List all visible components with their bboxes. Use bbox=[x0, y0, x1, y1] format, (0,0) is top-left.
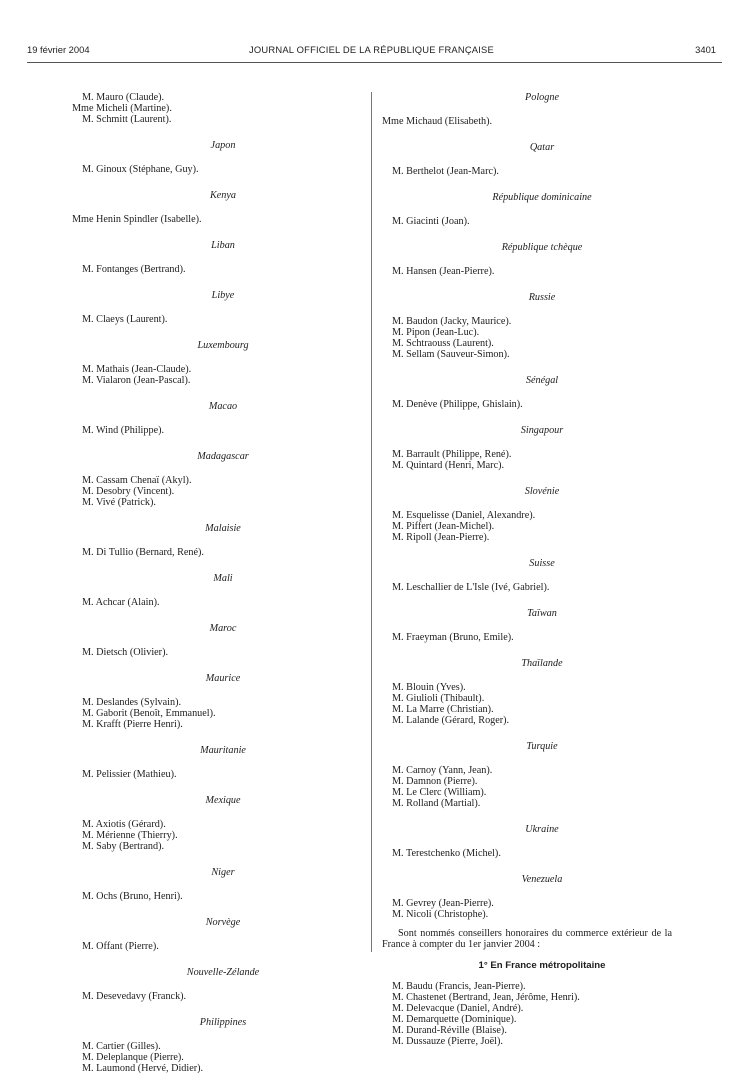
country-section bbox=[72, 952, 334, 1002]
list-item: M. Nicoli (Christophe). bbox=[392, 909, 489, 920]
list-item: M. Demarquette (Dominique). bbox=[392, 1014, 517, 1025]
list-item: M. Giulioli (Thibault). bbox=[392, 693, 485, 704]
country-section bbox=[382, 92, 672, 127]
list-item: M. Rolland (Martial). bbox=[392, 798, 481, 809]
list-item: M. Baudon (Jacky, Maurice). bbox=[392, 316, 512, 327]
section-gap bbox=[72, 125, 334, 140]
header-rule bbox=[27, 62, 722, 63]
country-heading: Singapour bbox=[520, 425, 564, 436]
country-section bbox=[382, 726, 672, 809]
country-section bbox=[382, 360, 672, 410]
list-item: M. Vivé (Patrick). bbox=[82, 497, 156, 508]
list-item: M. Barrault (Philippe, René). bbox=[392, 449, 512, 460]
country-section bbox=[382, 593, 672, 643]
country-section bbox=[382, 227, 672, 277]
section-gap bbox=[72, 780, 334, 795]
country-heading: Slovénie bbox=[524, 486, 560, 497]
list-item: M. Gevrey (Jean-Pierre). bbox=[392, 898, 494, 909]
country-heading: Japon bbox=[210, 140, 236, 151]
country-section bbox=[382, 127, 672, 177]
country-heading: Ukraine bbox=[525, 824, 559, 835]
country-heading: Thaïlande bbox=[521, 658, 563, 669]
country-heading: Venezuela bbox=[521, 874, 563, 885]
country-heading: Mauritanie bbox=[200, 745, 246, 756]
list-item: M. Mathais (Jean-Claude). bbox=[82, 364, 192, 375]
list-item: M. Achcar (Alain). bbox=[82, 597, 160, 608]
section-gap bbox=[72, 608, 334, 623]
list-item: M. Mérienne (Thierry). bbox=[82, 830, 178, 841]
country-section bbox=[382, 277, 672, 360]
list-item: M. Dietsch (Olivier). bbox=[82, 647, 169, 658]
section-gap bbox=[72, 730, 334, 745]
country-section bbox=[382, 471, 672, 543]
list-item: M. Desobry (Vincent). bbox=[82, 486, 175, 497]
country-heading: Taïwan bbox=[527, 608, 557, 619]
country-heading: Suisse bbox=[529, 558, 555, 569]
section-gap bbox=[382, 410, 672, 425]
section-gap bbox=[72, 658, 334, 673]
section-gap bbox=[72, 952, 334, 967]
page-header bbox=[27, 44, 716, 58]
section-gap bbox=[382, 593, 672, 608]
list-item: M. Saby (Bertrand). bbox=[82, 841, 165, 852]
country-section bbox=[72, 275, 334, 325]
list-item: M. Denève (Philippe, Ghislain). bbox=[392, 399, 523, 410]
section-gap bbox=[72, 558, 334, 573]
country-heading: Libye bbox=[211, 290, 235, 301]
country-heading: Russie bbox=[528, 292, 556, 303]
country-section bbox=[72, 558, 334, 608]
country-section bbox=[72, 1002, 334, 1074]
list-item: M. Fraeyman (Bruno, Emile). bbox=[392, 632, 514, 643]
country-section bbox=[382, 643, 672, 726]
country-heading: Pologne bbox=[525, 92, 559, 103]
list-item: M. Laumond (Hervé, Didier). bbox=[82, 1063, 204, 1074]
list-item: M. Krafft (Pierre Henri). bbox=[82, 719, 183, 730]
section-gap bbox=[382, 543, 672, 558]
section-gap bbox=[72, 852, 334, 867]
section-subheading: 1° En France métropolitaine bbox=[478, 960, 606, 971]
list-item: M. Le Clerc (William). bbox=[392, 787, 487, 798]
country-section bbox=[72, 902, 334, 952]
section-gap bbox=[72, 508, 334, 523]
list-item: M. Pelissier (Mathieu). bbox=[82, 769, 177, 780]
country-section bbox=[72, 730, 334, 780]
section-gap bbox=[72, 436, 334, 451]
country-heading: République dominicaine bbox=[492, 192, 592, 203]
country-heading: Norvège bbox=[205, 917, 241, 928]
section-gap bbox=[382, 859, 672, 874]
list-item: M. Cassam Chenaï (Akyl). bbox=[82, 475, 192, 486]
list-item: M. Deslandes (Sylvain). bbox=[82, 697, 182, 708]
section-gap bbox=[382, 177, 672, 192]
list-item: M. Ripoll (Jean-Pierre). bbox=[392, 532, 490, 543]
list-item: M. Dussauze (Pierre, Joël). bbox=[392, 1036, 503, 1047]
country-section bbox=[72, 125, 334, 175]
section-gap bbox=[382, 809, 672, 824]
column-divider bbox=[371, 92, 372, 952]
nomination-paragraph: Sont nommés conseillers honoraires du commerce extérieur de la France à compter du 1er janvier 2004 : bbox=[382, 928, 672, 950]
list-item: M. Esquelisse (Daniel, Alexandre). bbox=[392, 510, 536, 521]
list-item: M. Blouin (Yves). bbox=[392, 682, 466, 693]
list-item: M. Durand-Réville (Blaise). bbox=[392, 1025, 507, 1036]
country-heading: Nouvelle-Zélande bbox=[186, 967, 260, 978]
list-item: M. Carnoy (Yann, Jean). bbox=[392, 765, 493, 776]
country-heading: Macao bbox=[208, 401, 238, 412]
country-heading: Kenya bbox=[209, 190, 237, 201]
country-heading: Mexique bbox=[205, 795, 241, 806]
list-item: Mme Micheli (Martine). bbox=[72, 103, 172, 114]
country-heading: République tchèque bbox=[501, 242, 583, 253]
header-page-number: 3401 bbox=[695, 44, 716, 55]
left-sections bbox=[72, 125, 334, 1074]
section-gap bbox=[382, 360, 672, 375]
section-gap bbox=[382, 643, 672, 658]
country-section bbox=[72, 852, 334, 902]
country-heading: Sénégal bbox=[525, 375, 559, 386]
list-item: M. Lalande (Gérard, Roger). bbox=[392, 715, 510, 726]
country-heading: Mali bbox=[213, 573, 233, 584]
country-section bbox=[382, 543, 672, 593]
section-gap bbox=[72, 225, 334, 240]
list-item: M. Giacinti (Joan). bbox=[392, 216, 470, 227]
section-gap bbox=[72, 175, 334, 190]
section-gap bbox=[72, 275, 334, 290]
list-item: M. Di Tullio (Bernard, René). bbox=[82, 547, 204, 558]
list-item: M. Cartier (Gilles). bbox=[82, 1041, 161, 1052]
list-item: M. Schmitt (Laurent). bbox=[82, 114, 172, 125]
list-item: M. Ochs (Bruno, Henri). bbox=[82, 891, 183, 902]
list-item: M. Quintard (Henri, Marc). bbox=[392, 460, 505, 471]
list-item: M. Damnon (Pierre). bbox=[392, 776, 478, 787]
list-item: M. Vialaron (Jean-Pascal). bbox=[82, 375, 191, 386]
list-item: Mme Michaud (Elisabeth). bbox=[382, 116, 493, 127]
list-item: M. Wind (Philippe). bbox=[82, 425, 165, 436]
country-section bbox=[72, 436, 334, 508]
country-section bbox=[382, 809, 672, 859]
country-heading: Niger bbox=[211, 867, 235, 878]
country-heading: Maurice bbox=[205, 673, 241, 684]
header-title: JOURNAL OFFICIEL DE LA RÉPUBLIQUE FRANÇAISE bbox=[249, 44, 494, 55]
section-gap bbox=[72, 325, 334, 340]
lead-names bbox=[72, 92, 334, 125]
list-item: M. Piffert (Jean-Michel). bbox=[392, 521, 495, 532]
list-item: M. Axiotis (Gérard). bbox=[82, 819, 166, 830]
section-gap bbox=[382, 227, 672, 242]
list-item: M. Leschallier de L'Isle (Ivé, Gabriel). bbox=[392, 582, 550, 593]
list-item: M. Baudu (Francis, Jean-Pierre). bbox=[392, 981, 526, 992]
list-item: M. Chastenet (Bertrand, Jean, Jérôme, Henri). bbox=[392, 992, 580, 1003]
list-item: M. La Marre (Christian). bbox=[392, 704, 494, 715]
list-item: M. Terestchenko (Michel). bbox=[392, 848, 501, 859]
country-section bbox=[382, 177, 672, 227]
country-heading: Liban bbox=[211, 240, 235, 251]
country-heading: Luxembourg bbox=[197, 340, 249, 351]
country-heading: Malaisie bbox=[205, 523, 241, 534]
section-gap bbox=[382, 127, 672, 142]
country-section bbox=[72, 325, 334, 386]
country-section bbox=[72, 386, 334, 436]
section-gap bbox=[382, 277, 672, 292]
country-section bbox=[72, 780, 334, 852]
left-column bbox=[72, 92, 334, 1074]
section-gap bbox=[72, 1002, 334, 1017]
country-section bbox=[72, 175, 334, 225]
list-item: M. Delevacque (Daniel, André). bbox=[392, 1003, 524, 1014]
country-section bbox=[72, 658, 334, 730]
section-gap bbox=[72, 902, 334, 917]
right-column bbox=[382, 92, 672, 1047]
country-section bbox=[72, 608, 334, 658]
list-item: M. Fontanges (Bertrand). bbox=[82, 264, 186, 275]
country-section bbox=[382, 410, 672, 471]
list-item: M. Hansen (Jean-Pierre). bbox=[392, 266, 495, 277]
list-item: M. Berthelot (Jean-Marc). bbox=[392, 166, 499, 177]
country-section bbox=[382, 859, 672, 920]
list-item: M. Ginoux (Stéphane, Guy). bbox=[82, 164, 199, 175]
list-item: M. Pipon (Jean-Luc). bbox=[392, 327, 480, 338]
country-heading: Turquie bbox=[526, 741, 558, 752]
country-heading: Maroc bbox=[209, 623, 237, 634]
list-item: M. Desevedavy (Franck). bbox=[82, 991, 187, 1002]
right-sections bbox=[382, 92, 672, 920]
country-heading: Philippines bbox=[199, 1017, 247, 1028]
section-gap bbox=[382, 471, 672, 486]
country-section bbox=[72, 225, 334, 275]
list-item: Mme Henin Spindler (Isabelle). bbox=[72, 214, 202, 225]
list-item: M. Deleplanque (Pierre). bbox=[82, 1052, 184, 1063]
section-gap bbox=[72, 386, 334, 401]
list-item: M. Schtraouss (Laurent). bbox=[392, 338, 494, 349]
country-heading: Qatar bbox=[529, 142, 555, 153]
list-item: M. Gaborit (Benoît, Emmanuel). bbox=[82, 708, 216, 719]
list-item: M. Offant (Pierre). bbox=[82, 941, 159, 952]
list-item: M. Mauro (Claude). bbox=[82, 92, 165, 103]
country-heading: Madagascar bbox=[197, 451, 249, 462]
header-date: 19 février 2004 bbox=[27, 44, 90, 55]
list-item: M. Sellam (Sauveur-Simon). bbox=[392, 349, 510, 360]
list-item: M. Claeys (Laurent). bbox=[82, 314, 168, 325]
country-section bbox=[72, 508, 334, 558]
final-names bbox=[382, 981, 672, 1047]
section-gap bbox=[382, 726, 672, 741]
